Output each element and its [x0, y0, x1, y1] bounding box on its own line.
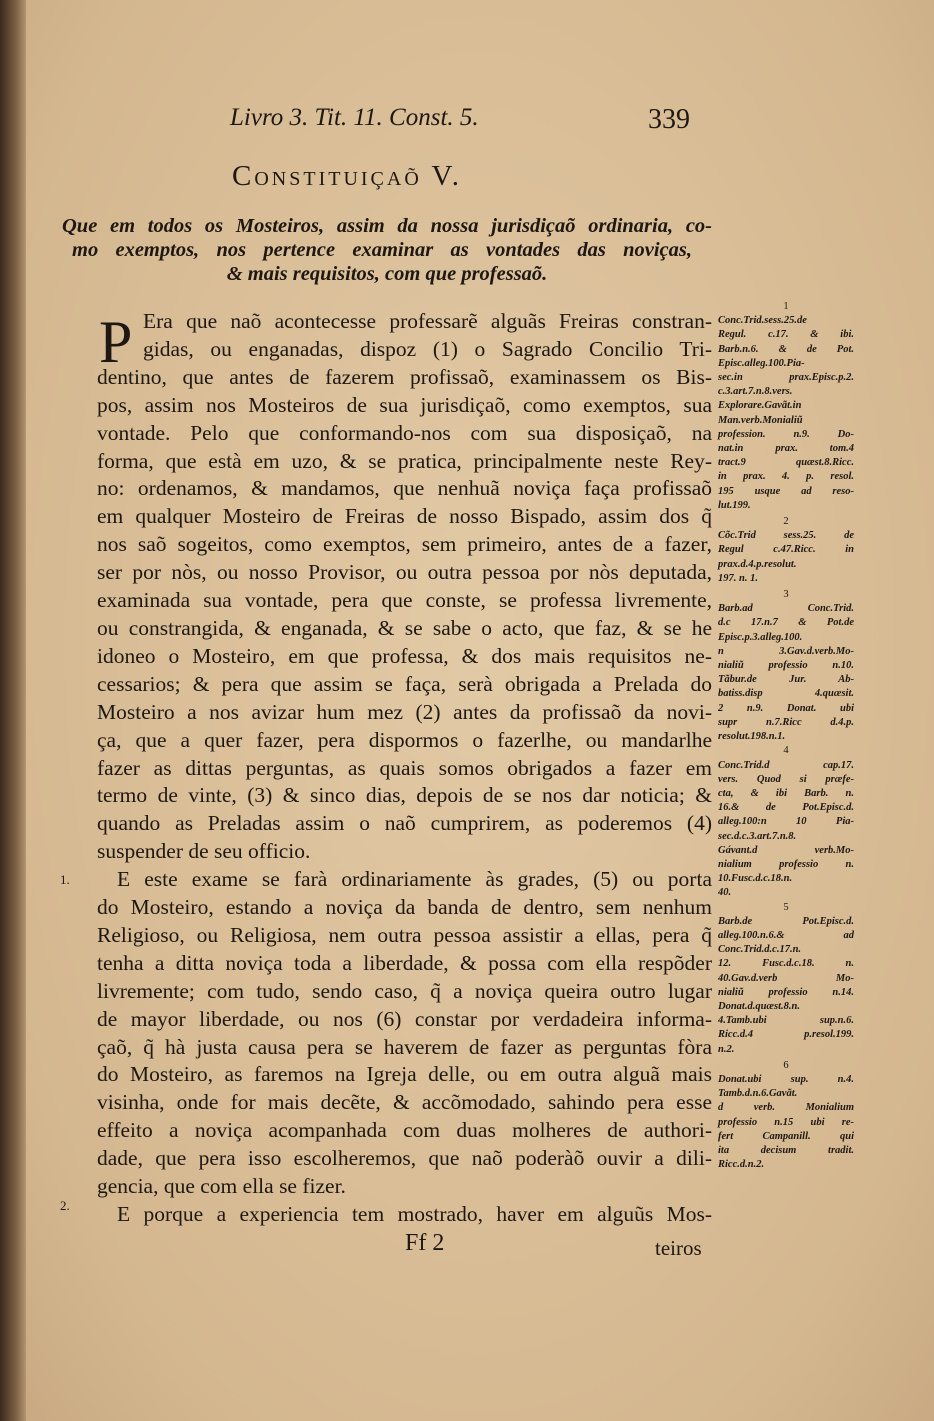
book-gutter — [0, 0, 26, 1421]
body-line: idoneo o Mosteiro, em que professa, & dos mais requisitos ne- — [97, 643, 712, 668]
note-line: 40.Gav.d.verb Mo- — [718, 972, 854, 984]
note-number: 5 — [783, 901, 789, 913]
paragraph-mark: 1. — [60, 872, 70, 887]
running-title: Livro 3. Tit. 11. Const. 5. — [230, 104, 479, 131]
body-line: visinha, onde for mais decẽte, & accõmodado, sahindo pera esse — [97, 1090, 712, 1115]
page-number: 339 — [648, 104, 690, 135]
body-line: do Mosteiro, estando a noviça da banda de dentro, sem nenhum — [97, 895, 712, 920]
body-line: ou constrangida, & enganada, & se sabe o acto, que faz, & se he — [97, 615, 712, 640]
body-line: quando as Preladas assim o naõ cumprirem, as poderemos (4) — [97, 811, 712, 836]
note-line: nat.in prax. tom.4 — [718, 443, 854, 455]
note-number: 3 — [783, 589, 789, 601]
note-number: 1 — [783, 301, 789, 312]
note-line: in prax. 4. p. resol. — [718, 471, 854, 483]
note-line: nialiũ professio n.10. — [718, 660, 854, 672]
body-line: Mosteiro a nos avizar hum mez (2) antes da profissaõ da novi- — [97, 699, 712, 724]
note-line: Cõc.Trid sess.25. de — [718, 530, 854, 542]
note-line: Episc.p.3.alleg.100. — [718, 631, 803, 643]
body-line: em qualquer Mosteiro de Freiras de nosso Bispado, assim dos q̃ — [97, 504, 712, 529]
drop-cap: P — [99, 309, 133, 375]
body-text — [97, 308, 712, 1229]
note-line: Episc.alleg.100.Pia- — [718, 357, 805, 369]
note-line: Gávant.d verb.Mo- — [718, 844, 854, 856]
note-line: Ricc.d.4 p.resol.199. — [718, 1029, 854, 1041]
note-line: professio n.15 ubi re- — [718, 1116, 854, 1128]
note-line: resolut.198.n.1. — [718, 731, 786, 743]
note-line: fert Campanill. qui — [718, 1130, 854, 1142]
note-line: Conc.Trid.d cap.17. — [718, 759, 854, 771]
note-number: 2 — [783, 516, 789, 528]
body-line: ser por nòs, ou nosso Provisor, ou outra pessoa por nòs deputada, — [97, 560, 712, 585]
body-line: cessarios; & pera que assim se faça, serà obrigada a Prelada do — [97, 671, 712, 696]
body-line: tenha a ditta noviça toda a liberdade, & possa com ella respõder — [97, 950, 712, 975]
note-line: batiss.disp 4.quæsit. — [718, 688, 854, 700]
note-line: 16.& de Pot.Episc.d. — [718, 802, 854, 814]
note-line: 2 n.9. Donat. ubi — [718, 702, 854, 714]
summary-line: mo exemptos, nos pertence examinar as vontades das noviças, — [72, 239, 692, 261]
note-line: alleg.100:n 10 Pia- — [718, 816, 854, 828]
note-number: 4 — [783, 745, 789, 757]
body-line: nos saõ sogeitos, como exemptos, sem primeiro, antes de a fazer, — [97, 532, 712, 557]
section-summary — [62, 214, 712, 286]
catchword: teiros — [655, 1236, 702, 1260]
note-line: lut.199. — [718, 499, 751, 511]
note-line: c.3.art.7.n.8.vers. — [718, 386, 793, 398]
body-line: termo de vinte, (3) & sinco dias, depois de se nos dar noticia; & — [97, 783, 712, 808]
note-line: Barb.de Pot.Episc.d. — [718, 915, 854, 927]
note-line: 195 usque ad reso- — [718, 485, 854, 497]
note-line: prax.d.4.p.resolut. — [718, 558, 797, 570]
body-line: suspender de seu officio. — [97, 839, 311, 864]
note-line: d.c 17.n.7 & Pot.de — [718, 617, 854, 629]
body-line: E este exame se farà ordinariamente às grades, (5) ou porta — [117, 867, 712, 892]
body-line: vontade. Pelo que conformando-nos com sua disposiçaõ, na — [97, 420, 712, 445]
body-line: E porque a experiencia tem mostrado, haver em alguũs Mos- — [117, 1202, 712, 1226]
note-line: alleg.100.n.6.& ad — [718, 929, 854, 941]
note-line: Donat.d.quæst.8.n. — [718, 1000, 800, 1012]
body-line: examinada sua vontade, pera que conste, se professa livremente, — [97, 588, 712, 613]
body-line: de mayor liberdade, ou nos (6) constar por verdadeira informa- — [97, 1006, 712, 1031]
note-line: sec.d.c.3.art.7.n.8. — [718, 830, 797, 842]
note-line: Tãbur.de Jur. Ab- — [718, 674, 854, 686]
note-line: tract.9 quæst.8.Ricc. — [718, 457, 854, 469]
note-line: n 3.Gav.d.verb.Mo- — [718, 645, 854, 657]
note-line: Ricc.d.n.2. — [718, 1159, 765, 1171]
note-line: 4.Tamb.ubi sup.n.6. — [718, 1015, 854, 1027]
margin-notes — [718, 300, 854, 1172]
body-line: pos, assim nos Mosteiros de sua jurisdiçaõ, como exemptos, sua — [97, 392, 712, 417]
note-line: 197. n. 1. — [718, 572, 758, 584]
note-line: Tamb.d.n.6.Gavãt. — [718, 1088, 798, 1100]
note-line: Barb.n.6. & de Pot. — [718, 343, 854, 355]
note-line: Conc.Trid.sess.25.de — [718, 315, 807, 327]
body-line: no: ordenamos, & mandamos, que nenhuã noviça faça profissaõ — [97, 476, 712, 501]
body-line: livremente; com tudo, sendo caso, q̃ a noviça queira outro lugar — [97, 978, 712, 1003]
summary-line: & mais requisitos, com que professaõ. — [226, 263, 548, 285]
note-line: nialiũ professio n.14. — [718, 986, 854, 998]
note-line: n.2. — [718, 1043, 735, 1055]
body-line: çaõ, q̃ hà justa causa pera se haverem de fazer as perguntas fòra — [97, 1034, 712, 1059]
paragraph-mark: 2. — [60, 1198, 70, 1213]
note-line: Regul. c.17. & ibi. — [718, 329, 854, 341]
note-line: Explorare.Gavãt.in — [718, 400, 802, 412]
note-line: vers. Quod si præfe- — [718, 773, 854, 785]
summary-line: Que em todos os Mosteiros, assim da nossa jurisdiçaõ ordinaria, co- — [62, 215, 712, 237]
note-number: 6 — [783, 1059, 789, 1071]
body-line: gencia, que com ella se fizer. — [97, 1174, 346, 1199]
signature-mark: Ff 2 — [405, 1230, 445, 1256]
note-line: Conc.Trid.d.c.17.n. — [718, 944, 802, 956]
note-line: Donat.ubi sup. n.4. — [718, 1073, 854, 1085]
note-line: 40. — [718, 887, 732, 899]
note-line: supr n.7.Ricc d.4.p. — [718, 716, 854, 728]
note-line: cta, & ibi Barb. n. — [718, 787, 854, 799]
body-line: dentino, que antes de fazerem profissaõ, examinassem os Bis- — [97, 364, 712, 389]
body-line: fazer as dittas perguntas, as quais somos obrigados a fazer em — [97, 755, 712, 780]
note-line: 12. Fusc.d.c.18. n. — [718, 958, 854, 970]
body-line: ça, que a quer fazer, pera dispormos o fazerlhe, ou mandarlhe — [97, 727, 712, 752]
section-title: Constituiçaõ V. — [232, 160, 462, 192]
body-line: dade, que pera isso escolheremos, que naõ poderàõ ouvir a dili- — [97, 1146, 712, 1171]
body-line: effeito a noviça acompanhada com duas molheres de authori- — [97, 1118, 712, 1143]
body-line: Religioso, ou Religiosa, nem outra pessoa assistir a ellas, pera q̃ — [97, 922, 712, 947]
body-line: Era que naõ acontecesse professarẽ alguãs Freiras constran- — [143, 309, 712, 333]
note-line: Man.verb.Monialiũ — [718, 414, 803, 426]
note-line: 10.Fusc.d.c.18.n. — [718, 873, 793, 885]
note-line: profession. n.9. Do- — [718, 428, 854, 440]
body-line: gidas, ou enganadas, dispoz (1) o Sagrado Concilio Tri- — [143, 336, 712, 361]
note-line: Barb.ad Conc.Trid. — [718, 603, 854, 615]
body-line: forma, que està em uzo, & se pratica, principalmente neste Rey- — [97, 448, 712, 473]
note-line: sec.in prax.Episc.p.2. — [718, 372, 854, 384]
note-line: ita decisum tradit. — [718, 1144, 854, 1156]
body-line: do Mosteiro, as faremos na Igreja delle, ou em outra alguã mais — [97, 1062, 712, 1087]
note-line: nialium professio n. — [718, 858, 854, 870]
note-line: d verb. Monialium — [718, 1102, 854, 1114]
note-line: Regul c.47.Ricc. in — [718, 544, 854, 556]
